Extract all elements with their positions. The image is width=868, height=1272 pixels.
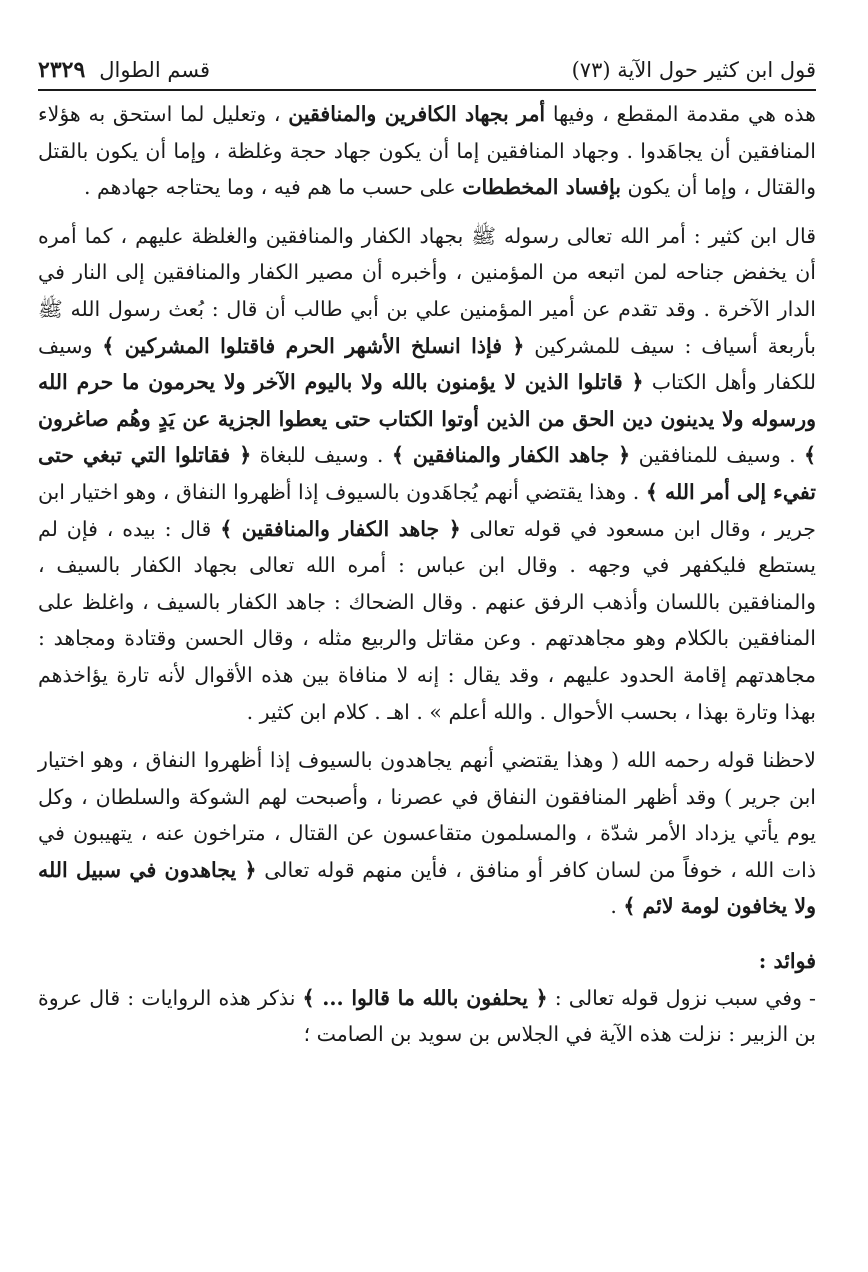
text-run: قال ابن كثير : أمر الله تعالى رسوله ﷺ بجهاد الكفار والمنافقين والغلظة عليهم ، كما أمره أن يخفض جناحه لمن اتبعه من المؤمنين ، وأخبره أن مصير الكفار والمنافقين إلى النار في الدار الآخرة . وقد تقدم عن أمير المؤمنين علي بن أبي طالب أن قال : بُعث رسول الله ﷺ بأربعة أسياف : سيف للمشركين	[38, 223, 817, 358]
quran-quote: ﴿ جاهد الكفار والمنافقين ﴾	[220, 516, 461, 541]
page-header	[38, 52, 816, 88]
header-divider	[38, 89, 816, 91]
page-body	[38, 96, 816, 1053]
text-run: - وفي سبب نزول قوله تعالى :	[547, 985, 816, 1010]
running-title: قول ابن كثير حول الآية (٧٣)	[571, 58, 816, 82]
paragraph-fawaid	[38, 980, 816, 1053]
text-run: لاحظنا قوله رحمه الله ( وهذا يقتضي أنهم يجاهدون بالسيوف إذا أظهروا النفاق ، وهو اختيار ابن جرير ) وقد أظهر المنافقون النفاق في عصرنا ، وأصبحت لهم الشوكة والسلطان ، وكل يوم يأتي يزداد الأمر شدّة ، والمسلمون متقاعسون عن القتال ، متراخون عنه ، يتهيبون في ذات الله ، خوفاً من لسان كافر أو منافق ، فأين منهم قوله تعالى	[38, 748, 816, 882]
text-run: وسيف للكفار وأهل الكتاب	[38, 333, 817, 395]
text-run: . وهذا يقتضي أنهم يُجاهَدون بالسيوف إذا أظهروا النفاق ، وهو اختيار ابن جرير ، وقال ابن مسعود في قوله تعالى	[38, 479, 816, 541]
text-run: . وسيف للبغاة	[251, 443, 392, 468]
text-run: هذه هي مقدمة المقطع ، وفيها	[545, 102, 816, 126]
section-and-page	[38, 57, 210, 83]
section-name: قسم الطوال	[99, 58, 211, 82]
paragraph-ibn-kathir	[38, 218, 816, 730]
text-run: نذكر هذه الروايات : قال عروة بن الزبير : نزلت هذه الآية في الجلاس بن سويد بن الصامت ؛	[38, 985, 816, 1047]
text-run: ، وتعليل لما استحق به هؤلاء المنافقين أن يجاهَدوا . وجهاد المنافقين إما أن يكون جهاد حجة وغلظة ، وإما أن يكون بالقتل والقتال ، وإما أن يكون	[38, 102, 816, 200]
text-run: . وسيف للمنافقين	[630, 443, 804, 468]
page-number: ٢٣٢٩	[38, 57, 86, 83]
quran-quote: ﴿ يجاهدون في سبيل الله ولا يخافون لومة لائم ﴾	[38, 857, 816, 919]
text-run: على حسب ما هم فيه ، وما يحتاجه جهادهم .	[83, 175, 463, 200]
paragraph-intro	[38, 96, 816, 206]
quran-quote: ﴿ قاتلوا الذين لا يؤمنون بالله ولا باليوم الآخر ولا يحرمون ما حرم الله ورسوله ولا يدينون دين الحق من الذين أوتوا الكتاب حتى يعطوا الجزية عن يَدٍ وهُم صاغرون ﴾	[38, 370, 816, 468]
paragraph-commentary	[38, 742, 816, 925]
bold-phrase: بإفساد المخططات	[462, 175, 622, 200]
quran-quote: ﴿ فقاتلوا التي تبغي حتى تفيء إلى أمر الله ﴾	[38, 443, 816, 504]
fawaid-heading: فوائد :	[758, 949, 816, 974]
quran-quote: ﴿ فإذا انسلخ الأشهر الحرم فاقتلوا المشركين ﴾	[102, 333, 525, 358]
bold-phrase: أمر بجهاد الكافرين والمنافقين	[288, 102, 546, 126]
text-run: قال : بيده ، فإن لم يستطع فليكفهر في وجهه . وقال ابن عباس : أمره الله تعالى بجهاد الكفار بالسيف ، والمنافقين باللسان وأذهب الرفق عنهم . وقال الضحاك : جاهد الكفار بالسيف ، واغلظ على المنافقين بالكلام وهو مجاهدتهم . وعن مقاتل والربيع مثله ، وقال الحسن وقتادة ومجاهد : مجاهدتهم إقامة الحدود عليهم ، وقد يقال : إنه لا منافاة بين هذه الأقوال لأنه تارة يؤاخذهم بهذا وتارة بهذا ، بحسب الأحوال . والله أعلم » . اهـ . كلام ابن كثير .	[38, 516, 816, 724]
quran-quote: ﴿ يحلفون بالله ما قالوا ... ﴾	[302, 985, 548, 1010]
quran-quote: ﴿ جاهد الكفار والمنافقين ﴾	[391, 443, 631, 468]
text-run: .	[610, 894, 624, 919]
